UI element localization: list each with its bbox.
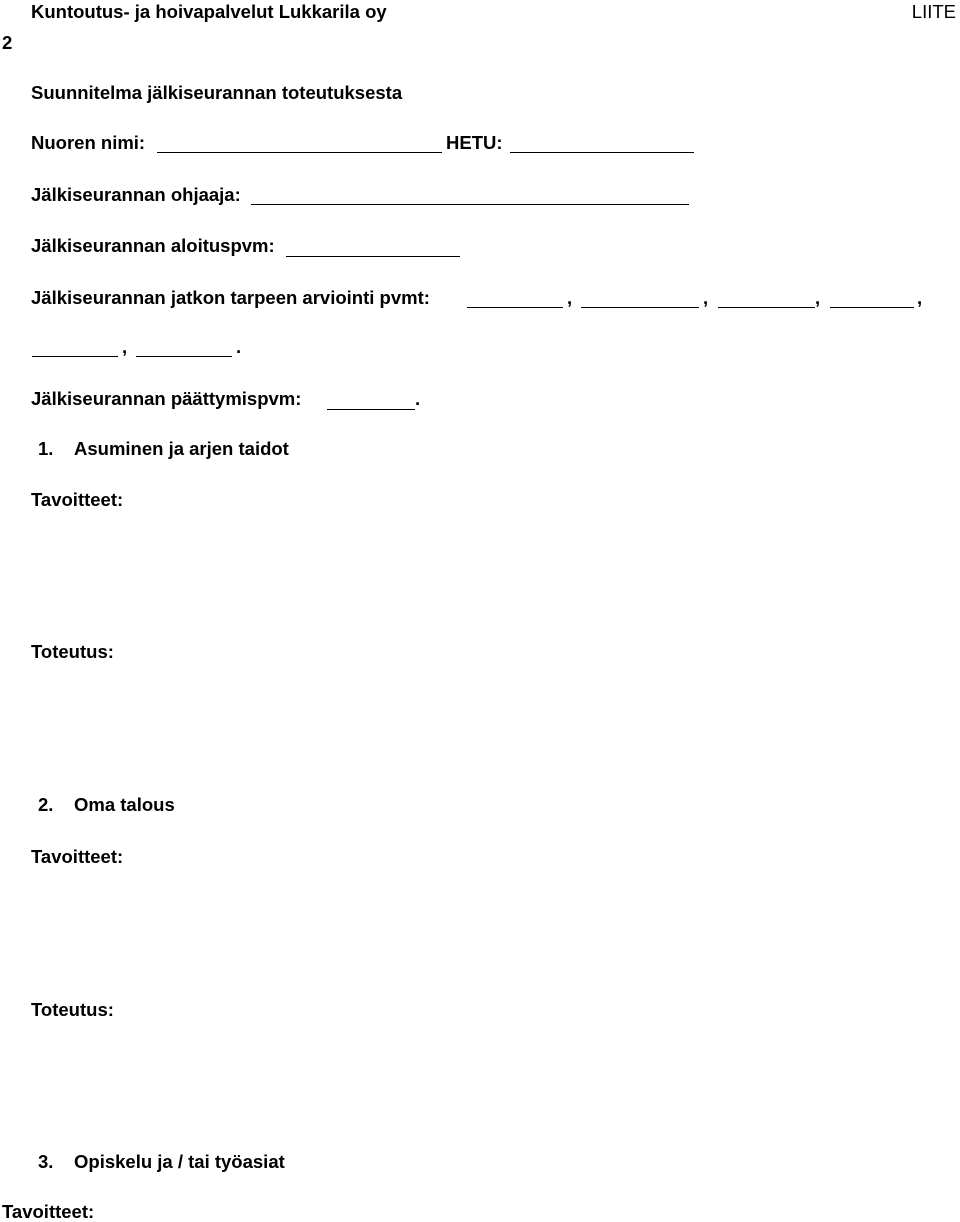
review-dates-label: Jälkiseurannan jatkon tarpeen arviointi pvmt: xyxy=(31,287,430,308)
section-number: 2. xyxy=(38,794,54,815)
end-date-field[interactable] xyxy=(327,409,415,410)
comma: , xyxy=(917,287,923,308)
implementation-label: Toteutus: xyxy=(31,999,114,1020)
supervisor-field[interactable] xyxy=(251,204,689,205)
review-date-field-2[interactable] xyxy=(581,307,699,308)
review-date-field-6[interactable] xyxy=(136,356,232,357)
review-date-field-3[interactable] xyxy=(718,307,815,308)
appendix-number: 2 xyxy=(2,32,13,53)
section-title: Oma talous xyxy=(74,794,175,815)
appendix-label: LIITE xyxy=(911,1,956,22)
review-date-field-1[interactable] xyxy=(467,307,563,308)
hetu-field[interactable] xyxy=(510,152,694,153)
comma: , xyxy=(815,287,821,308)
form-title: Suunnitelma jälkiseurannan toteutuksesta xyxy=(31,82,403,103)
period: . xyxy=(415,388,421,409)
review-date-field-5[interactable] xyxy=(32,356,118,357)
hetu-label: HETU: xyxy=(446,132,503,153)
comma: , xyxy=(703,287,709,308)
name-field[interactable] xyxy=(157,152,442,153)
goals-label: Tavoitteet: xyxy=(31,489,124,510)
review-date-field-4[interactable] xyxy=(830,307,914,308)
implementation-label: Toteutus: xyxy=(31,641,114,662)
section-title: Asuminen ja arjen taidot xyxy=(74,438,289,459)
section-number: 1. xyxy=(38,438,54,459)
start-date-field[interactable] xyxy=(286,256,460,257)
period: . xyxy=(236,336,242,357)
start-date-label: Jälkiseurannan aloituspvm: xyxy=(31,235,275,256)
goals-label: Tavoitteet: xyxy=(31,846,124,867)
supervisor-label: Jälkiseurannan ohjaaja: xyxy=(31,184,241,205)
comma: , xyxy=(567,287,573,308)
section-number: 3. xyxy=(38,1151,54,1172)
name-label: Nuoren nimi: xyxy=(31,132,146,153)
end-date-label: Jälkiseurannan päättymispvm: xyxy=(31,388,302,409)
comma: , xyxy=(122,336,128,357)
goals-label: Tavoitteet: xyxy=(2,1201,95,1222)
section-title: Opiskelu ja / tai työasiat xyxy=(74,1151,285,1172)
organization-name: Kuntoutus- ja hoivapalvelut Lukkarila oy xyxy=(31,1,387,22)
